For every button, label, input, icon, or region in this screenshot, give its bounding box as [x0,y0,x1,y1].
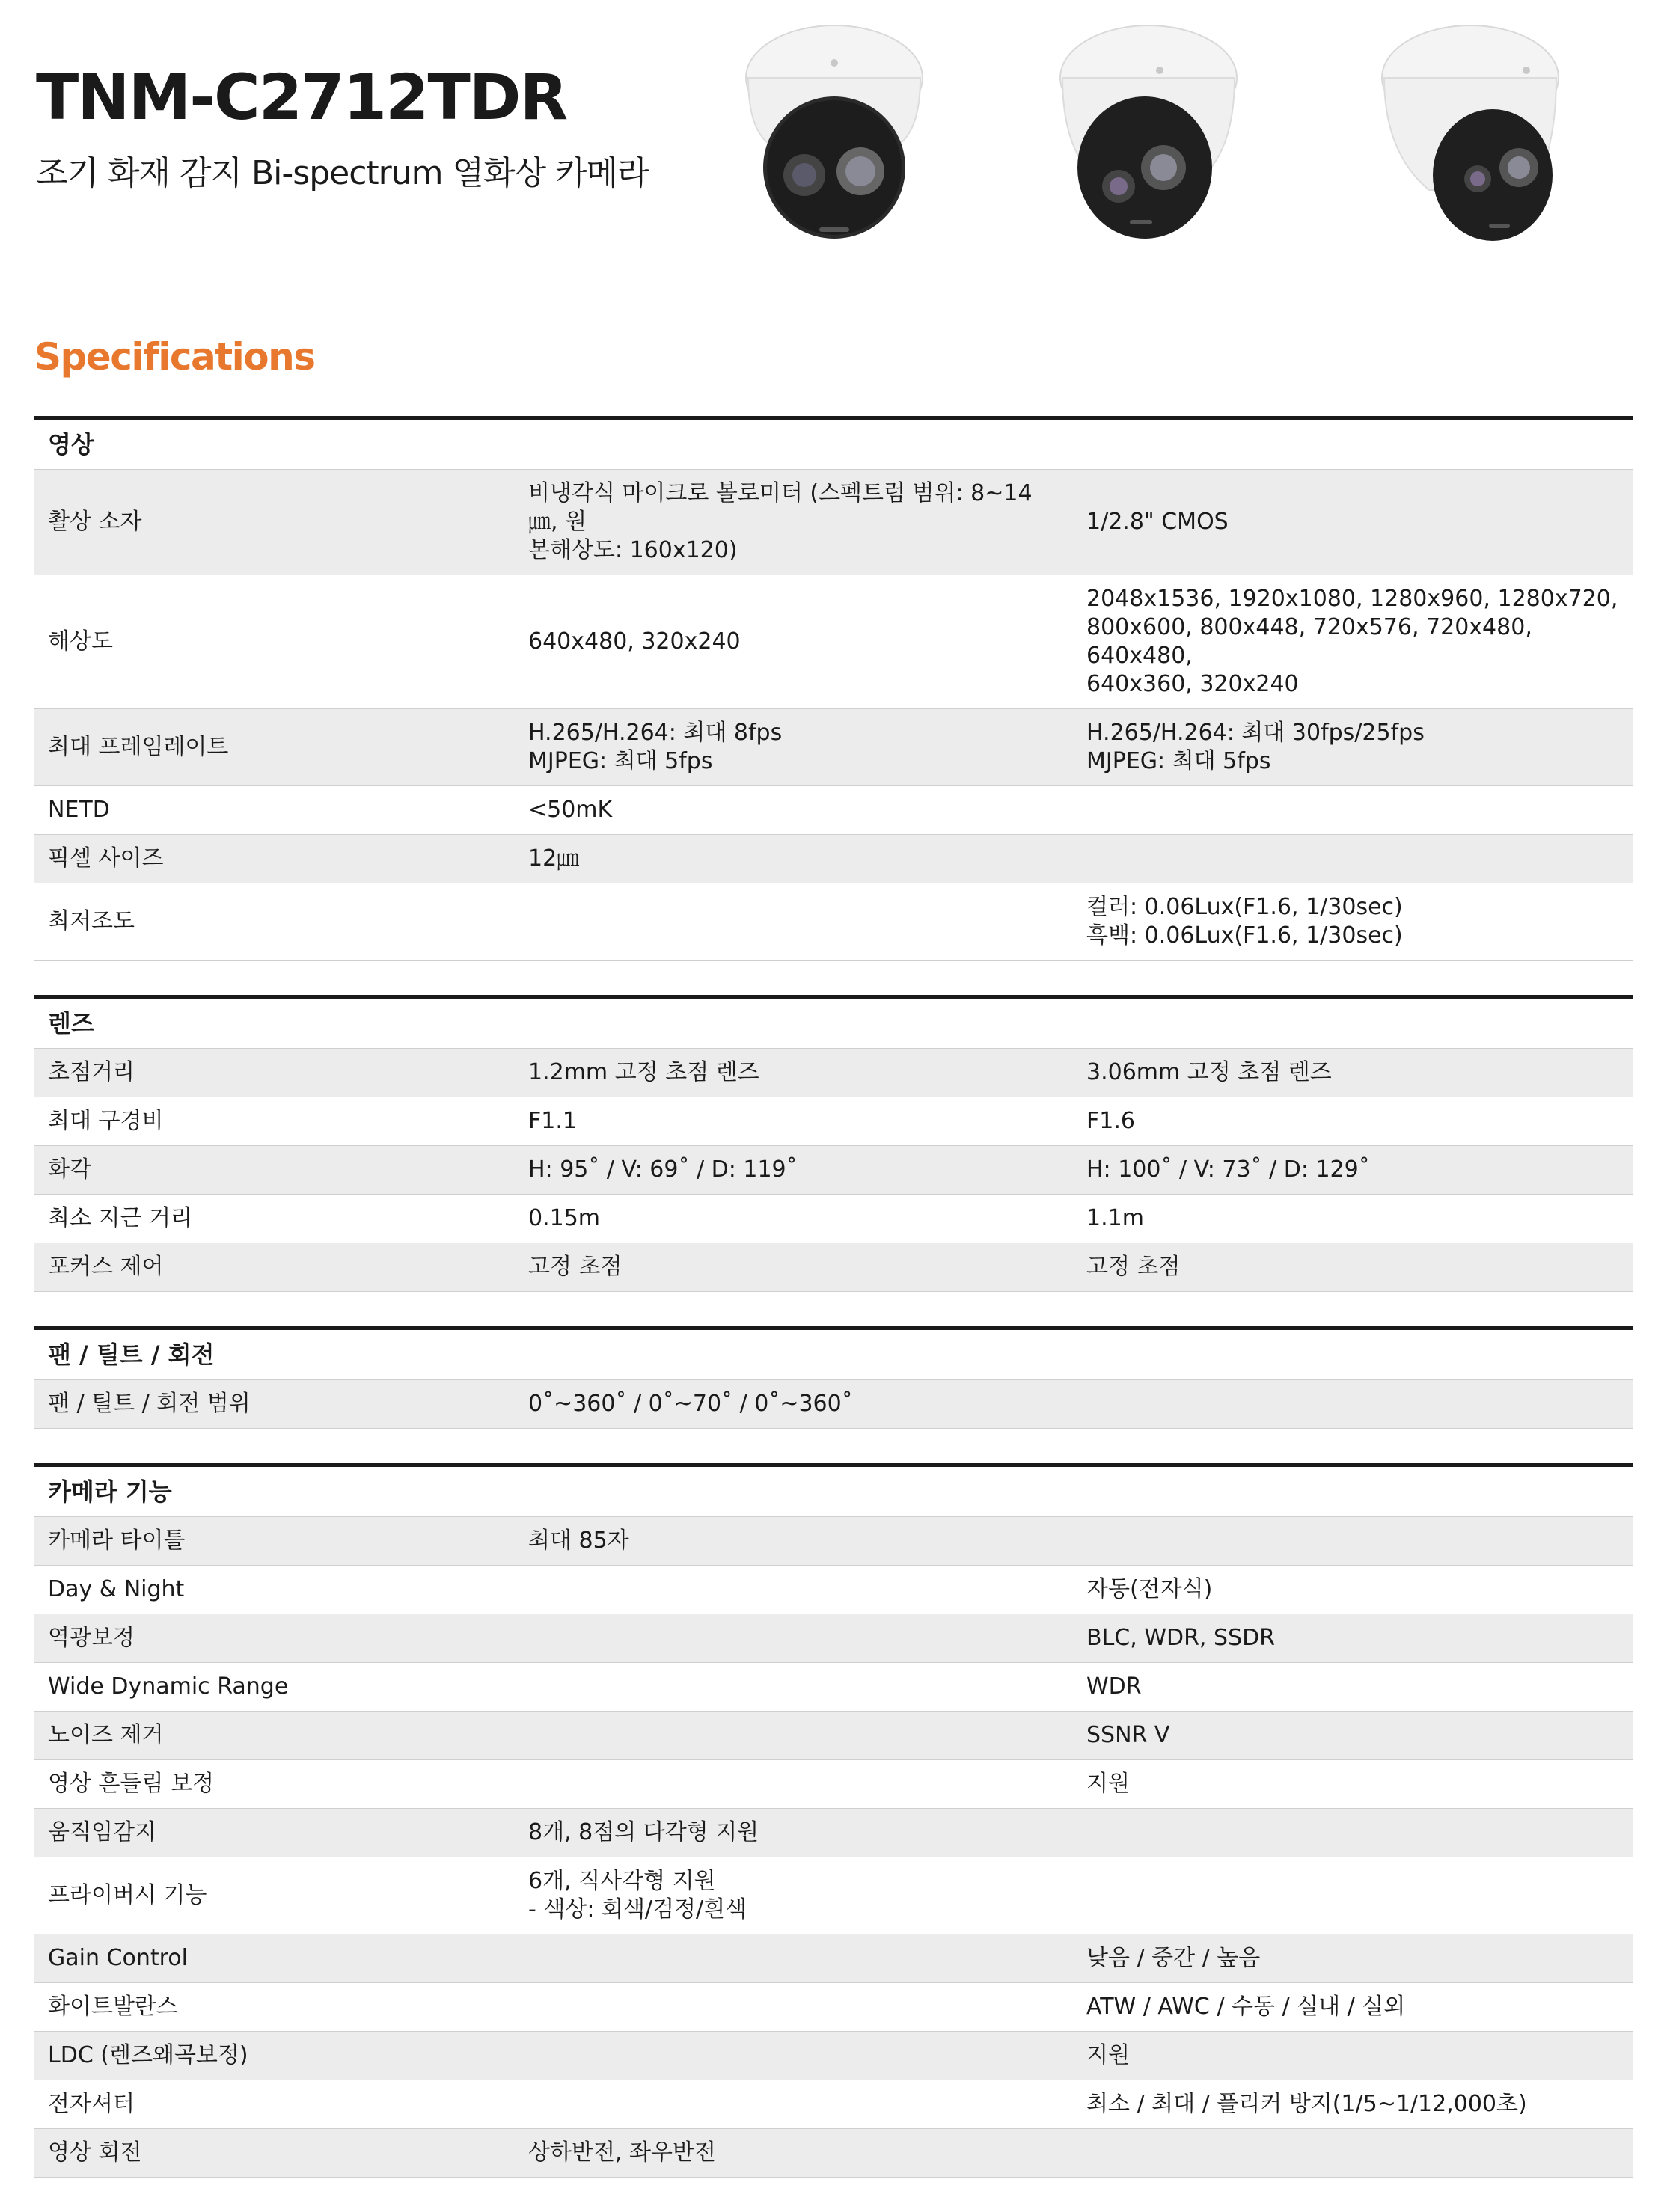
table-row [34,1195,1633,1243]
thermal-value [515,1566,1073,1614]
table-row [34,1243,1633,1292]
thermal-value: 640x480, 320x240 [528,628,741,655]
camera-image-front [741,18,928,242]
table-row [34,2080,1633,2129]
spec-label: 해상도 [48,628,113,655]
section-title: 팬 / 틸트 / 회전 [34,1330,1633,1380]
optical-value [1073,1380,1633,1428]
spec-label: 최소 지근 거리 [48,1205,192,1231]
table-row [34,1517,1633,1566]
spec-section [34,1326,1633,1429]
thermal-value [515,1983,1073,2031]
optical-value: WDR [1086,1673,1142,1700]
spec-label: 최대 구경비 [48,1108,164,1134]
thermal-value [515,2032,1073,2080]
spec-label: 촬상 소자 [48,509,142,535]
optical-value: 3.06mm 고정 초점 렌즈 [1086,1059,1332,1085]
section-title: 렌즈 [34,999,1633,1049]
spec-label: 화각 [48,1156,91,1183]
table-row [34,1934,1633,1983]
product-header [36,60,709,194]
thermal-value [515,1614,1073,1662]
section-title: 영상 [34,420,1633,470]
optical-value [1073,1857,1633,1934]
spec-label: LDC (렌즈왜곡보정) [48,2042,248,2068]
model-name: TNM-C2712TDR [36,61,567,134]
thermal-value: H: 95˚ / V: 69˚ / D: 119˚ [528,1156,798,1183]
table-row [34,1380,1633,1429]
table-row [34,1712,1633,1760]
optical-value: BLC, WDR, SSDR [1086,1625,1276,1651]
spec-label: 전자셔터 [48,2091,135,2117]
spec-label: 영상 흔들림 보정 [48,1771,214,1797]
spec-label: 픽셀 사이즈 [48,845,164,871]
thermal-value: 6개, 직사각형 지원 - 색상: 회색/검정/흰색 [528,1868,747,1923]
product-subtitle: 조기 화재 감지 Bi-spectrum 열화상 카메라 [36,154,649,192]
optical-value [1073,835,1633,883]
thermal-value [515,1934,1073,1982]
spec-label: 움직임감지 [48,1819,156,1845]
spec-label: 최저조도 [48,908,135,934]
optical-value: SSNR V [1086,1722,1170,1748]
table-row [34,1097,1633,1146]
thermal-value: 12㎛ [528,845,580,871]
spec-label: Gain Control [48,1945,188,1971]
spec-section [34,416,1633,961]
table-row [34,835,1633,883]
thermal-value: 0˚~360˚ / 0˚~70˚ / 0˚~360˚ [528,1391,853,1417]
optical-value: 지원 [1086,2042,1130,2068]
thermal-value [515,1663,1073,1711]
spec-section [34,1463,1633,2178]
table-row [34,786,1633,835]
spec-tables [34,416,1633,2212]
table-row [34,2129,1633,2178]
spec-label: 노이즈 제거 [48,1722,164,1748]
optical-value [1073,1517,1633,1565]
optical-value: 고정 초점 [1086,1254,1181,1280]
table-row [34,883,1633,961]
table-row [34,1663,1633,1712]
spec-label: 최대 프레임레이트 [48,734,229,760]
spec-label: 포커스 제어 [48,1254,164,1280]
spec-label: NETD [48,797,110,823]
spec-label: Day & Night [48,1576,185,1602]
table-row [34,1809,1633,1857]
optical-value: 낮음 / 중간 / 높음 [1086,1945,1261,1971]
spec-label: 팬 / 틸트 / 회전 범위 [48,1391,251,1417]
thermal-value: <50mK [528,797,613,823]
optical-value: ATW / AWC / 수동 / 실내 / 실외 [1086,1994,1406,2020]
optical-value: 1.1m [1086,1205,1144,1231]
table-row [34,1146,1633,1195]
table-row [34,1566,1633,1614]
table-row [34,1983,1633,2032]
optical-value: 1/2.8" CMOS [1086,509,1229,535]
thermal-value: 상하반전, 좌우반전 [528,2139,716,2166]
optical-value [1073,1809,1633,1857]
optical-value: 자동(전자식) [1086,1576,1213,1602]
section-title: 카메라 기능 [34,1467,1633,1517]
table-row [34,1614,1633,1663]
spec-label: 역광보정 [48,1625,135,1651]
spec-section [34,995,1633,1292]
camera-image-angle [1055,18,1242,242]
optical-value [1073,2129,1633,2177]
optical-value: F1.6 [1086,1108,1135,1134]
thermal-value: 8개, 8점의 다각형 지원 [528,1819,759,1845]
thermal-value: 최대 85자 [528,1528,629,1554]
table-row [34,1049,1633,1097]
optical-value: H: 100˚ / V: 73˚ / D: 129˚ [1086,1156,1370,1183]
thermal-value [515,2080,1073,2128]
spec-label: 영상 회전 [48,2139,142,2166]
spec-label: 화이트발란스 [48,1994,178,2020]
spec-label: 초점거리 [48,1059,135,1085]
optical-value: 2048x1536, 1920x1080, 1280x960, 1280x720, 800x600, 800x448, 720x576, 720x480, 640x480, 640x360, 320x240 [1086,586,1618,697]
camera-image-side [1377,18,1564,242]
table-row [34,470,1633,575]
optical-value [1073,786,1633,834]
thermal-value [515,1712,1073,1759]
optical-value: 최소 / 최대 / 플리커 방지(1/5~1/12,000초) [1086,2091,1527,2117]
thermal-value: 비냉각식 마이크로 볼로미터 (스펙트럼 범위: 8~14㎛, 원 본해상도: 160x120) [528,480,1033,563]
thermal-value [515,883,1073,960]
thermal-value: H.265/H.264: 최대 8fps MJPEG: 최대 5fps [528,720,783,774]
table-row [34,1857,1633,1934]
thermal-value: 1.2mm 고정 초점 렌즈 [528,1059,759,1085]
thermal-value [515,1760,1073,1808]
optical-value: 지원 [1086,1771,1130,1797]
table-row [34,575,1633,709]
table-row [34,709,1633,786]
specifications-heading: Specifications [34,335,315,379]
table-row [34,2032,1633,2080]
spec-label: Wide Dynamic Range [48,1673,289,1700]
spec-label: 프라이버시 기능 [48,1882,207,1908]
thermal-value: 고정 초점 [528,1254,623,1280]
thermal-value: F1.1 [528,1108,577,1134]
optical-value: 컬러: 0.06Lux(F1.6, 1/30sec) 흑백: 0.06Lux(F1.6, 1/30sec) [1086,894,1403,949]
optical-value: H.265/H.264: 최대 30fps/25fps MJPEG: 최대 5fps [1086,720,1425,774]
table-row [34,1760,1633,1809]
thermal-value: 0.15m [528,1205,601,1231]
spec-label: 카메라 타이틀 [48,1528,186,1554]
